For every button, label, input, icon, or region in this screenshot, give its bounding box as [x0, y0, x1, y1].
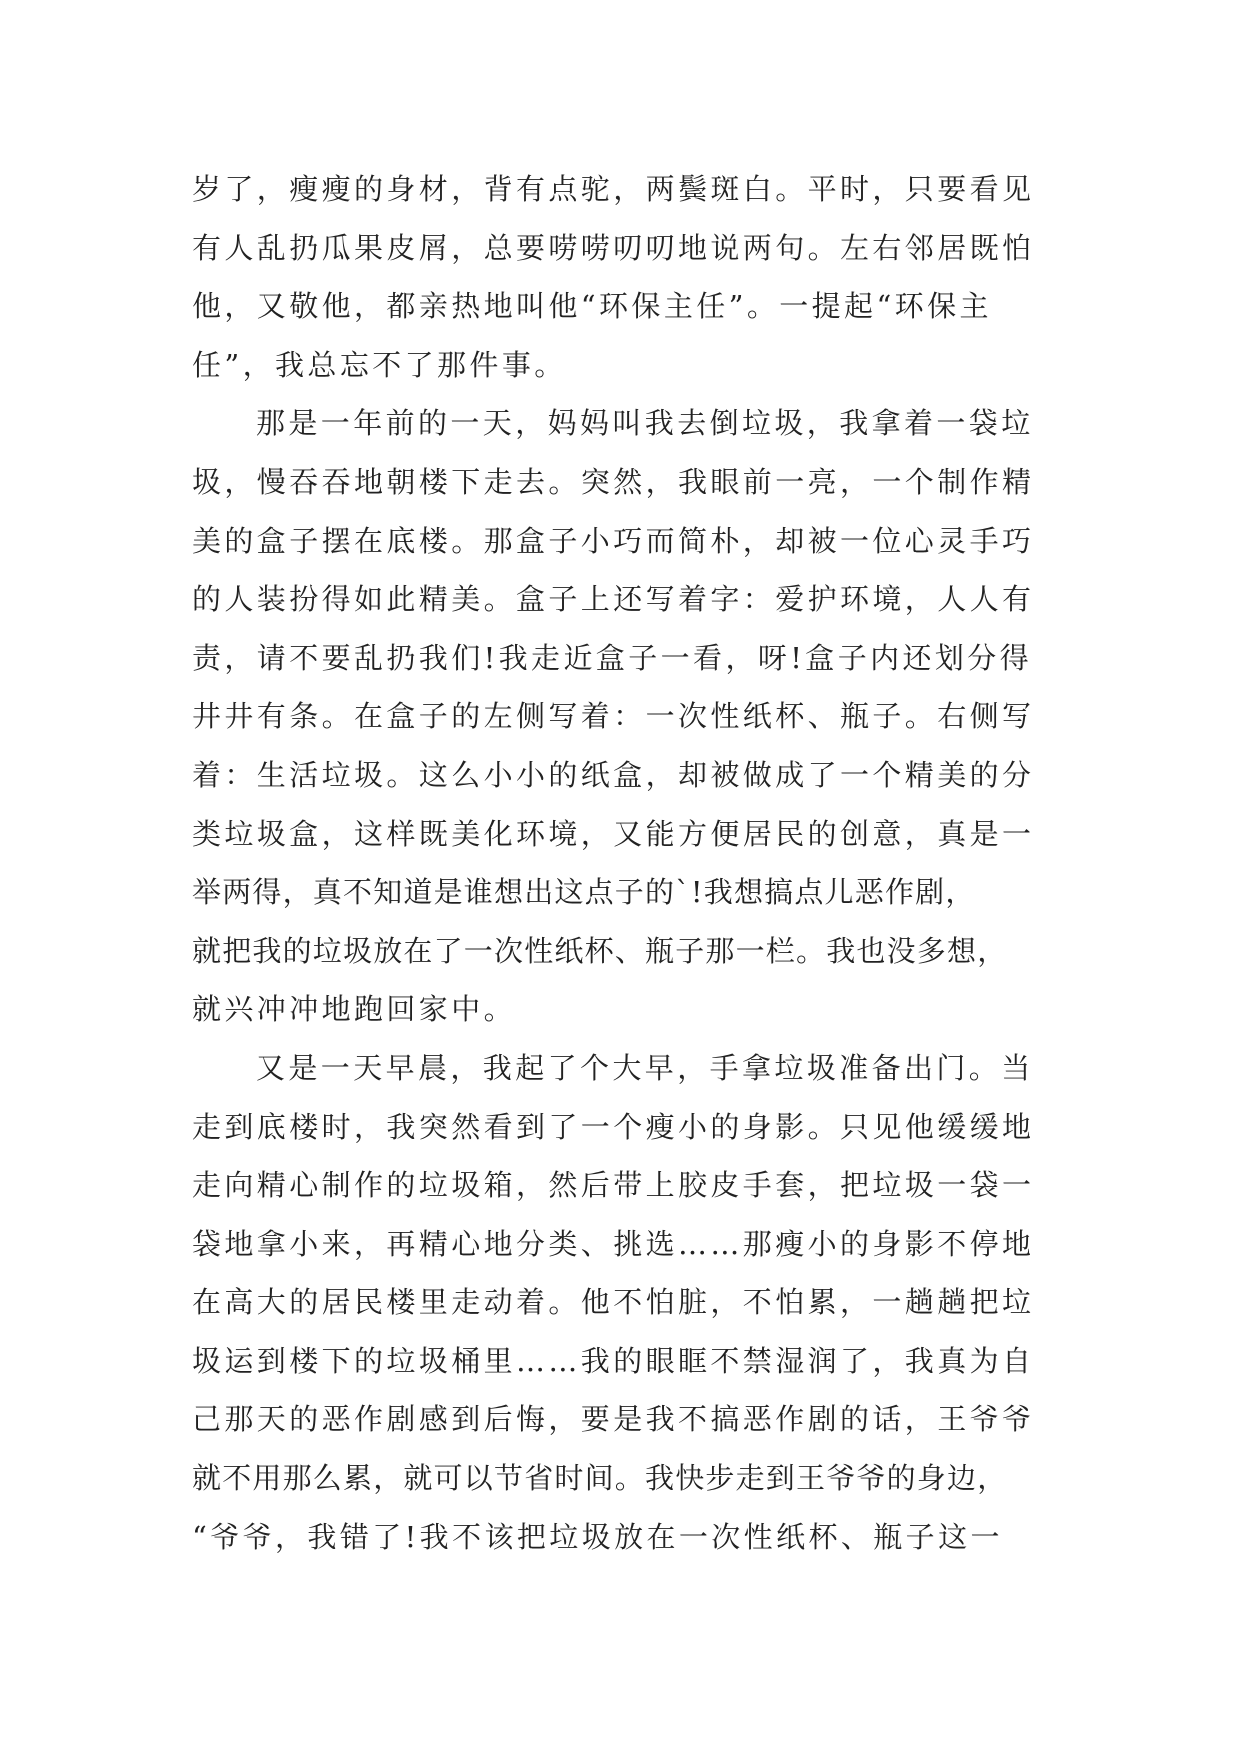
- text-line: 任”，我总忘不了那件事。: [192, 347, 567, 382]
- text-line: “爷爷，我错了!我不该把垃圾放在一次性纸杯、瓶子这一: [192, 1519, 1003, 1554]
- essay-body: [192, 160, 1052, 1566]
- paragraph-first-line: 那是一年前的一天，妈妈叫我去倒垃圾，我拿着一袋垃: [256, 406, 1034, 441]
- text-line: 着：生活垃圾。这么小小的纸盒，却被做成了一个精美的分: [192, 757, 1035, 792]
- text-line: 举两得，真不知道是谁想出这点子的`!我想搞点儿恶作剧，: [192, 875, 976, 910]
- text-line: 圾运到楼下的垃圾桶里……我的眼眶不禁湿润了，我真为自: [192, 1343, 1035, 1378]
- text-line: 圾，慢吞吞地朝楼下走去。突然，我眼前一亮，一个制作精: [192, 464, 1035, 499]
- text-line: 己那天的恶作剧感到后悔，要是我不搞恶作剧的话，王爷爷: [192, 1402, 1035, 1437]
- text-line: 就把我的垃圾放在了一次性纸杯、瓶子那一栏。我也没多想，: [192, 933, 1008, 968]
- text-line: 袋地拿小来，再精心地分类、挑选……那瘦小的身影不停地: [192, 1226, 1035, 1261]
- text-line: 就兴冲冲地跑回家中。: [192, 992, 517, 1027]
- text-line: 类垃圾盒，这样既美化环境，又能方便居民的创意，真是一: [192, 816, 1035, 851]
- text-line: 责，请不要乱扔我们!我走近盒子一看，呀!盒子内还划分得: [192, 640, 1033, 675]
- text-line: 走到底楼时，我突然看到了一个瘦小的身影。只见他缓缓地: [192, 1109, 1035, 1144]
- paragraph-first-line: 又是一天早晨，我起了个大早，手拿垃圾准备出门。当: [256, 1050, 1034, 1085]
- text-line: 有人乱扔瓜果皮屑，总要唠唠叨叨地说两句。左右邻居既怕: [192, 230, 1035, 265]
- text-line: 就不用那么累，就可以节省时间。我快步走到王爷爷的身边，: [192, 1461, 1008, 1496]
- text-line: 在高大的居民楼里走动着。他不怕脏，不怕累，一趟趟把垃: [192, 1285, 1035, 1320]
- text-line: 美的盒子摆在底楼。那盒子小巧而简朴，却被一位心灵手巧: [192, 523, 1035, 558]
- text-line: 井井有条。在盒子的左侧写着：一次性纸杯、瓶子。右侧写: [192, 699, 1035, 734]
- text-line: 岁了，瘦瘦的身材，背有点驼，两鬓斑白。平时，只要看见: [192, 172, 1035, 206]
- text-line: 的人装扮得如此精美。盒子上还写着字：爱护环境，人人有: [192, 582, 1035, 617]
- text-line: 他，又敬他，都亲热地叫他“环保主任”。一提起“环保主: [192, 289, 992, 324]
- text-line: 走向精心制作的垃圾箱，然后带上胶皮手套，把垃圾一袋一: [192, 1168, 1035, 1203]
